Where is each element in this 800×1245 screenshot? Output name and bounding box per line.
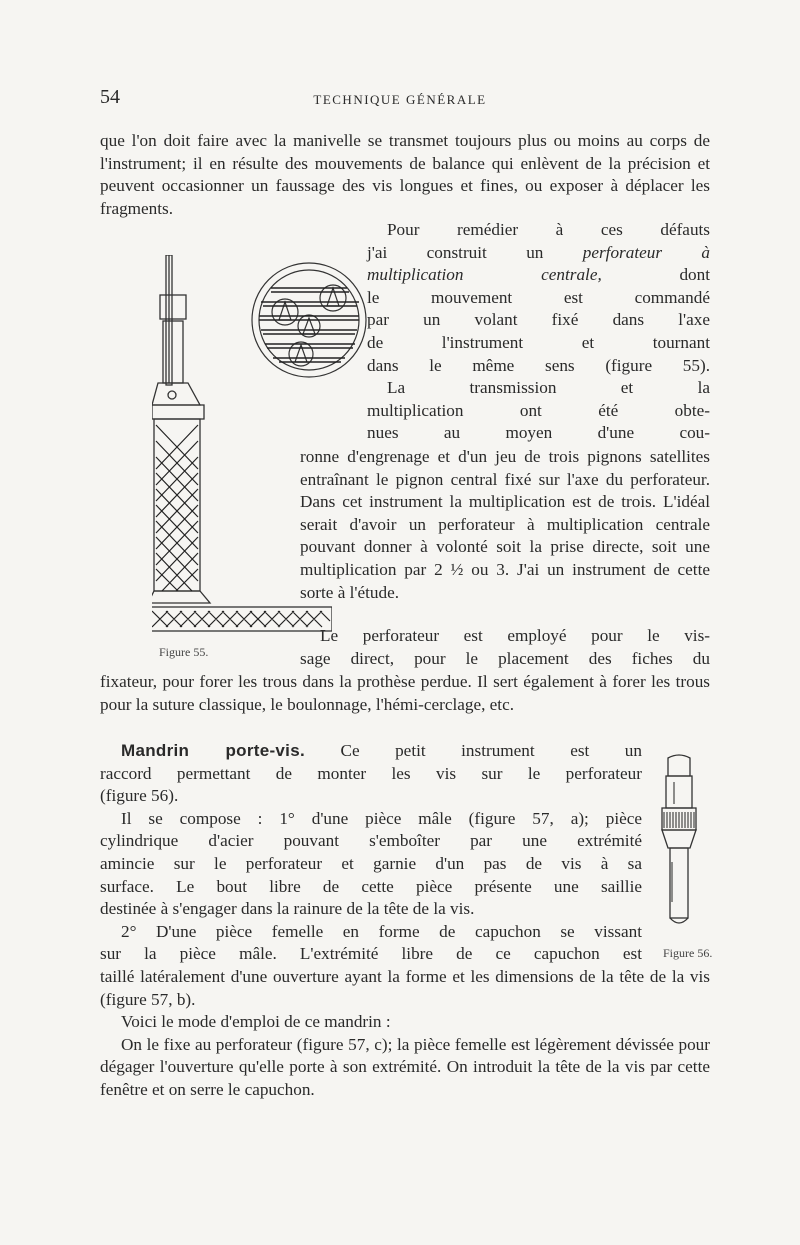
paragraph-perforateur <box>367 219 710 445</box>
text-line: dans le même sens (figure 55). <box>367 355 710 375</box>
section-heading: Mandrin porte-vis. <box>121 741 305 760</box>
text-line: sur la pièce mâle. L'extrémité libre de ce capuchon est <box>100 944 642 964</box>
text-line: La transmission et la <box>387 378 710 398</box>
paragraph-text: fixateur, pour forer les trous dans la prothèse perdue. Il sert également à forer les trous pour la suture classique, le boulonnage, l'hémi-cerclage, etc. <box>100 672 710 714</box>
paragraph-text: On le fixe au perforateur (figure 57, c); la pièce femelle est légèrement dévissée pour dégager l'ouverture qu'elle porte à son extrémité. On introduit la tête de la vis par cette fenêtre et on serre le capuchon. <box>100 1034 710 1099</box>
text-line: 2° D'une pièce femelle en forme de capuchon se vissant <box>121 921 642 941</box>
paragraph-text: que l'on doit faire avec la manivelle se transmet toujours plus ou moins au corps de l'instrument; il en résulte des mouvements de balance qui enlèvent de la précision et peuvent occasionner un faussage des vis longues et fines, ou exposer à déplacer les fragments. <box>100 131 710 218</box>
figure-56-illustration <box>654 752 704 932</box>
text-line <box>100 740 642 763</box>
text-line: le mouvement est commandé <box>367 287 710 307</box>
text-fragment: j'ai construit un <box>367 242 583 262</box>
figure-56-caption: Figure 56. <box>663 946 713 960</box>
figure-55-caption: Figure 55. <box>159 645 209 659</box>
text-line: surface. Le bout libre de cette pièce présente une saillie <box>100 876 642 896</box>
text-line: Le perforateur est employé pour le vis- <box>320 626 710 645</box>
text-line <box>367 242 710 265</box>
gear-ring-illustration <box>249 260 369 380</box>
text-line: Pour remédier à ces défauts <box>387 220 710 239</box>
text-line: nues au moyen d'une cou- <box>367 423 710 443</box>
text-line: (figure 56). <box>100 786 179 806</box>
paragraph-mandrin <box>100 740 642 966</box>
italic-term: perforateur à <box>582 242 710 262</box>
paragraph-text: taillé latéralement d'une ouverture ayant la forme et les dimensions de la tête de la vis (figure 57, b). <box>100 967 710 1009</box>
text-line: amincie sur le perforateur et garnie d'un pas de vis à sa <box>100 853 642 873</box>
text-line: Il se compose : 1° d'une pièce mâle (figure 57, a); pièce <box>121 808 642 828</box>
paragraph-usage-continuation <box>100 671 710 716</box>
text-line: sage direct, pour le placement des fiches du <box>300 648 710 668</box>
text-line: raccord permettant de monter les vis sur le perforateur <box>100 763 642 783</box>
paragraph-text: ronne d'engrenage et d'un jeu de trois pignons satellites entraînant le pignon central fixé sur l'axe du perforateur. Dans cet instrument la multiplication est de trois. L'idéal serait d'avoir un perforateur à multiplication centrale pouvant donner à volonté soit la prise directe, soit une multiplication par 2 ½ ou 3. J'ai un instrument de cette sorte à l'étude. <box>300 447 710 602</box>
page-number: 54 <box>100 86 120 108</box>
paragraph-usage <box>300 625 710 670</box>
text-line: multiplication ont été obte- <box>367 400 710 420</box>
paragraph-capuchon <box>100 966 710 1102</box>
italic-term: multiplication centrale, <box>367 265 602 285</box>
text-line <box>367 264 710 287</box>
paragraph-text: Voici le mode d'emploi de ce mandrin : <box>121 1012 391 1032</box>
text-line: destinée à s'engager dans la rainure de la tête de la vis. <box>100 899 475 919</box>
text-line: de l'instrument et tournant <box>367 332 710 352</box>
paragraph-continuation <box>300 446 710 604</box>
text-line: cylindrique d'acier pouvant s'emboîter par une extrémité <box>100 831 642 851</box>
paragraph-intro <box>100 130 710 220</box>
text-fragment: Ce petit instrument est un <box>304 741 642 760</box>
text-line: par un volant fixé dans l'axe <box>367 310 710 330</box>
running-head: TECHNIQUE GÉNÉRALE <box>313 92 487 107</box>
text-fragment: dont <box>601 265 711 285</box>
